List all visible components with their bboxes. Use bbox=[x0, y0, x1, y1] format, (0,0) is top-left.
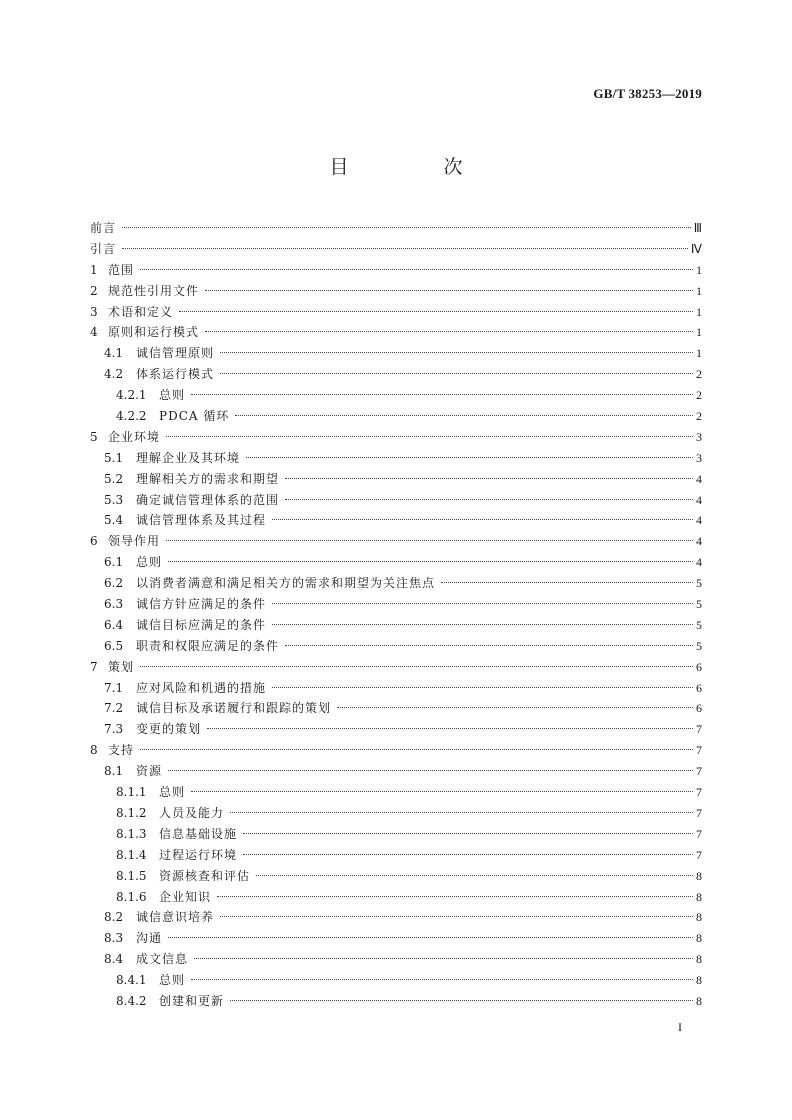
toc-entry-page: 6 bbox=[696, 659, 702, 674]
toc-entry-label: 诚信意识培养 bbox=[136, 910, 215, 925]
toc-entry-number: 8.1.2 bbox=[116, 805, 147, 820]
toc-entry-label: 以消费者满意和满足相关方的需求和期望为关注焦点 bbox=[136, 576, 436, 591]
toc-dot-leader bbox=[235, 414, 693, 416]
toc-entry-label: 创建和更新 bbox=[159, 993, 225, 1008]
toc-entry-page: 4 bbox=[696, 492, 702, 507]
toc-entry[interactable] bbox=[90, 782, 702, 803]
toc-entry-number: 3 bbox=[90, 304, 98, 319]
table-of-contents bbox=[90, 218, 702, 1012]
toc-entry[interactable] bbox=[90, 928, 702, 949]
toc-dot-leader bbox=[272, 686, 693, 688]
toc-dot-leader bbox=[140, 665, 693, 667]
toc-dot-leader bbox=[191, 393, 693, 395]
toc-dot-leader bbox=[220, 372, 693, 374]
toc-dot-leader bbox=[191, 978, 693, 980]
toc-entry-number: 8.1.1 bbox=[116, 785, 147, 800]
toc-entry-page: 2 bbox=[696, 367, 702, 382]
toc-entry[interactable] bbox=[90, 719, 702, 740]
toc-entry[interactable] bbox=[90, 845, 702, 866]
toc-entry-page: Ⅲ bbox=[693, 221, 702, 235]
toc-entry-label: 支持 bbox=[108, 743, 135, 758]
toc-entry-label: 总则 bbox=[136, 555, 163, 570]
toc-entry[interactable] bbox=[90, 531, 702, 552]
toc-dot-leader bbox=[168, 560, 693, 562]
toc-entry-number: 4.2 bbox=[104, 367, 124, 382]
toc-entry-page: 7 bbox=[696, 826, 702, 841]
toc-dot-leader bbox=[168, 769, 693, 771]
toc-entry[interactable] bbox=[90, 406, 702, 427]
toc-entry[interactable] bbox=[90, 594, 702, 615]
toc-entry-label: 诚信目标及承诺履行和跟踪的策划 bbox=[136, 701, 332, 716]
toc-entry[interactable] bbox=[90, 281, 702, 302]
toc-entry-number: 4.1 bbox=[104, 346, 124, 361]
toc-entry-label: 过程运行环境 bbox=[159, 847, 238, 862]
toc-entry-page: 4 bbox=[696, 555, 702, 570]
toc-entry-label: 引言 bbox=[90, 241, 117, 256]
toc-dot-leader bbox=[285, 477, 693, 479]
toc-entry[interactable] bbox=[90, 678, 702, 699]
toc-entry-label: 应对风险和机遇的措施 bbox=[136, 680, 267, 695]
toc-dot-leader bbox=[243, 853, 693, 855]
toc-entry[interactable] bbox=[90, 991, 702, 1012]
toc-entry-number: 6.5 bbox=[104, 638, 124, 653]
toc-entry-number: 8.1.5 bbox=[116, 868, 147, 883]
toc-entry-label: 总则 bbox=[159, 388, 186, 403]
toc-entry[interactable] bbox=[90, 490, 702, 511]
toc-entry-page: 1 bbox=[696, 262, 702, 277]
page-title: 目 次 bbox=[329, 156, 501, 178]
toc-entry-label: 诚信方针应满足的条件 bbox=[136, 597, 267, 612]
toc-dot-leader bbox=[205, 289, 693, 291]
toc-dot-leader bbox=[166, 539, 693, 541]
toc-dot-leader bbox=[285, 644, 693, 646]
toc-entry-page: 6 bbox=[696, 680, 702, 695]
toc-entry[interactable] bbox=[90, 887, 702, 908]
toc-entry-page: 8 bbox=[696, 910, 702, 925]
toc-entry-page: 8 bbox=[696, 952, 702, 967]
toc-entry-page: 7 bbox=[696, 785, 702, 800]
toc-entry-number: 6.2 bbox=[104, 576, 124, 591]
toc-entry-number: 5.1 bbox=[104, 450, 124, 465]
toc-entry-page: 8 bbox=[696, 993, 702, 1008]
toc-dot-leader bbox=[194, 957, 693, 959]
toc-dot-leader bbox=[337, 706, 693, 708]
toc-entry-page: 8 bbox=[696, 931, 702, 946]
page-number: I bbox=[678, 1020, 682, 1034]
toc-entry-number: 8 bbox=[90, 743, 98, 758]
toc-dot-leader bbox=[140, 748, 693, 750]
toc-entry[interactable] bbox=[90, 949, 702, 970]
toc-entry-page: 8 bbox=[696, 973, 702, 988]
toc-entry-label: 人员及能力 bbox=[159, 805, 225, 820]
toc-entry-number: 6.4 bbox=[104, 617, 124, 632]
toc-dot-leader bbox=[179, 310, 693, 312]
toc-entry[interactable] bbox=[90, 343, 702, 364]
toc-entry[interactable] bbox=[90, 510, 702, 531]
toc-entry[interactable] bbox=[90, 657, 702, 678]
toc-entry-number: 7.3 bbox=[104, 722, 124, 737]
toc-entry-number: 7 bbox=[90, 659, 98, 674]
toc-dot-leader bbox=[246, 456, 693, 458]
toc-entry[interactable] bbox=[90, 740, 702, 761]
toc-dot-leader bbox=[272, 602, 693, 604]
toc-entry-label: 理解相关方的需求和期望 bbox=[136, 471, 280, 486]
toc-entry-label: 范围 bbox=[108, 262, 135, 277]
toc-entry[interactable] bbox=[90, 385, 702, 406]
toc-entry-number: 6 bbox=[90, 534, 98, 549]
toc-dot-leader bbox=[122, 247, 688, 249]
toc-entry[interactable] bbox=[90, 970, 702, 991]
toc-entry[interactable] bbox=[90, 239, 702, 260]
toc-entry-label: 理解企业及其环境 bbox=[136, 450, 241, 465]
toc-dot-leader bbox=[256, 874, 693, 876]
toc-entry-label: 前言 bbox=[90, 221, 117, 235]
toc-dot-leader bbox=[230, 811, 693, 813]
toc-entry[interactable] bbox=[90, 866, 702, 887]
toc-entry[interactable] bbox=[90, 636, 702, 657]
toc-entry-page: 4 bbox=[696, 513, 702, 528]
toc-entry[interactable] bbox=[90, 302, 702, 323]
toc-entry-label: 总则 bbox=[159, 785, 186, 800]
toc-entry-page: 5 bbox=[696, 638, 702, 653]
toc-dot-leader bbox=[205, 330, 693, 332]
toc-entry-page: 8 bbox=[696, 889, 702, 904]
toc-entry-number: 8.1.3 bbox=[116, 826, 147, 841]
toc-entry-label: 企业知识 bbox=[159, 889, 212, 904]
toc-entry-page: 1 bbox=[696, 283, 702, 298]
toc-entry-number: 8.4.1 bbox=[116, 973, 147, 988]
toc-entry-label: 规范性引用文件 bbox=[108, 283, 200, 298]
toc-dot-leader bbox=[166, 435, 693, 437]
toc-dot-leader bbox=[272, 623, 693, 625]
toc-entry-label: 职责和权限应满足的条件 bbox=[136, 638, 280, 653]
toc-entry-number: 7.1 bbox=[104, 680, 124, 695]
toc-entry-number: 8.4 bbox=[104, 952, 124, 967]
document-code: GB/T 38253—2019 bbox=[593, 86, 702, 101]
toc-entry-label: 变更的策划 bbox=[136, 722, 202, 737]
toc-entry-page: 7 bbox=[696, 722, 702, 737]
toc-entry-page: 5 bbox=[696, 597, 702, 612]
toc-entry-label: 原则和运行模式 bbox=[108, 325, 200, 340]
toc-entry[interactable] bbox=[90, 364, 702, 385]
toc-entry-label: 体系运行模式 bbox=[136, 367, 215, 382]
toc-entry-page: 1 bbox=[696, 304, 702, 319]
toc-entry[interactable] bbox=[90, 469, 702, 490]
toc-entry-page: 1 bbox=[696, 346, 702, 361]
toc-entry-number: 5.4 bbox=[104, 513, 124, 528]
toc-entry-number: 1 bbox=[90, 262, 98, 277]
toc-entry-page: 7 bbox=[696, 743, 702, 758]
toc-entry[interactable] bbox=[90, 824, 702, 845]
toc-entry[interactable] bbox=[90, 615, 702, 636]
toc-entry[interactable] bbox=[90, 448, 702, 469]
toc-dot-leader bbox=[122, 226, 691, 228]
toc-entry-number: 5.2 bbox=[104, 471, 124, 486]
toc-entry-label: 资源核查和评估 bbox=[159, 868, 251, 883]
toc-entry-page: 2 bbox=[696, 409, 702, 424]
toc-entry-number: 8.1.6 bbox=[116, 889, 147, 904]
toc-dot-leader bbox=[207, 727, 693, 729]
toc-entry-label: 策划 bbox=[108, 659, 135, 674]
toc-entry[interactable] bbox=[90, 761, 702, 782]
toc-entry-number: 4 bbox=[90, 325, 98, 340]
toc-entry-page: 7 bbox=[696, 847, 702, 862]
toc-entry-number: 8.1.4 bbox=[116, 847, 147, 862]
toc-entry-label: 企业环境 bbox=[108, 429, 161, 444]
toc-entry-page: 7 bbox=[696, 805, 702, 820]
toc-entry-page: 4 bbox=[696, 534, 702, 549]
toc-entry-label: 成文信息 bbox=[136, 952, 189, 967]
toc-entry-number: 8.3 bbox=[104, 931, 124, 946]
toc-entry-label: 资源 bbox=[136, 764, 163, 779]
toc-dot-leader bbox=[272, 518, 693, 520]
toc-entry-page: 6 bbox=[696, 701, 702, 716]
toc-entry-label: 诚信管理体系及其过程 bbox=[136, 513, 267, 528]
toc-dot-leader bbox=[243, 832, 693, 834]
toc-entry-label: 诚信管理原则 bbox=[136, 346, 215, 361]
toc-entry-number: 8.2 bbox=[104, 910, 124, 925]
toc-entry[interactable] bbox=[90, 218, 702, 239]
toc-entry-number: 2 bbox=[90, 283, 98, 298]
toc-entry[interactable] bbox=[90, 573, 702, 594]
toc-entry-page: 7 bbox=[696, 764, 702, 779]
toc-entry-number: 6.1 bbox=[104, 555, 124, 570]
toc-dot-leader bbox=[140, 268, 693, 270]
toc-entry-number: 8.1 bbox=[104, 764, 124, 779]
toc-entry-label: 总则 bbox=[159, 973, 186, 988]
toc-entry-page: 1 bbox=[696, 325, 702, 340]
toc-dot-leader bbox=[217, 895, 693, 897]
toc-entry[interactable] bbox=[90, 322, 702, 343]
toc-entry-number: 8.4.2 bbox=[116, 993, 147, 1008]
toc-entry-number: 7.2 bbox=[104, 701, 124, 716]
toc-entry-page: 5 bbox=[696, 576, 702, 591]
toc-entry[interactable] bbox=[90, 552, 702, 573]
toc-dot-leader bbox=[191, 790, 693, 792]
toc-entry[interactable] bbox=[90, 907, 702, 928]
toc-entry[interactable] bbox=[90, 260, 702, 281]
toc-entry-page: 5 bbox=[696, 617, 702, 632]
toc-entry-label: 沟通 bbox=[136, 931, 163, 946]
toc-entry[interactable] bbox=[90, 427, 702, 448]
toc-entry-label: PDCA 循环 bbox=[159, 409, 230, 424]
toc-entry-number: 4.2.2 bbox=[116, 409, 147, 424]
toc-entry-label: 确定诚信管理体系的范围 bbox=[136, 492, 280, 507]
toc-dot-leader bbox=[441, 581, 693, 583]
toc-entry-page: 3 bbox=[696, 450, 702, 465]
toc-entry-label: 信息基础设施 bbox=[159, 826, 238, 841]
toc-dot-leader bbox=[230, 999, 693, 1001]
toc-entry-number: 6.3 bbox=[104, 597, 124, 612]
toc-entry-number: 4.2.1 bbox=[116, 388, 147, 403]
toc-entry-number: 5.3 bbox=[104, 492, 124, 507]
toc-entry-page: Ⅳ bbox=[690, 241, 702, 256]
toc-entry-label: 诚信目标应满足的条件 bbox=[136, 617, 267, 632]
toc-entry-page: 8 bbox=[696, 868, 702, 883]
toc-entry-page: 4 bbox=[696, 471, 702, 486]
toc-entry-page: 2 bbox=[696, 388, 702, 403]
toc-entry[interactable] bbox=[90, 803, 702, 824]
toc-dot-leader bbox=[220, 915, 693, 917]
toc-entry-page: 3 bbox=[696, 429, 702, 444]
toc-entry-label: 术语和定义 bbox=[108, 304, 174, 319]
toc-entry-label: 领导作用 bbox=[108, 534, 161, 549]
toc-entry[interactable] bbox=[90, 698, 702, 719]
toc-dot-leader bbox=[220, 351, 693, 353]
toc-entry-number: 5 bbox=[90, 429, 98, 444]
toc-dot-leader bbox=[285, 498, 693, 500]
toc-dot-leader bbox=[168, 936, 693, 938]
